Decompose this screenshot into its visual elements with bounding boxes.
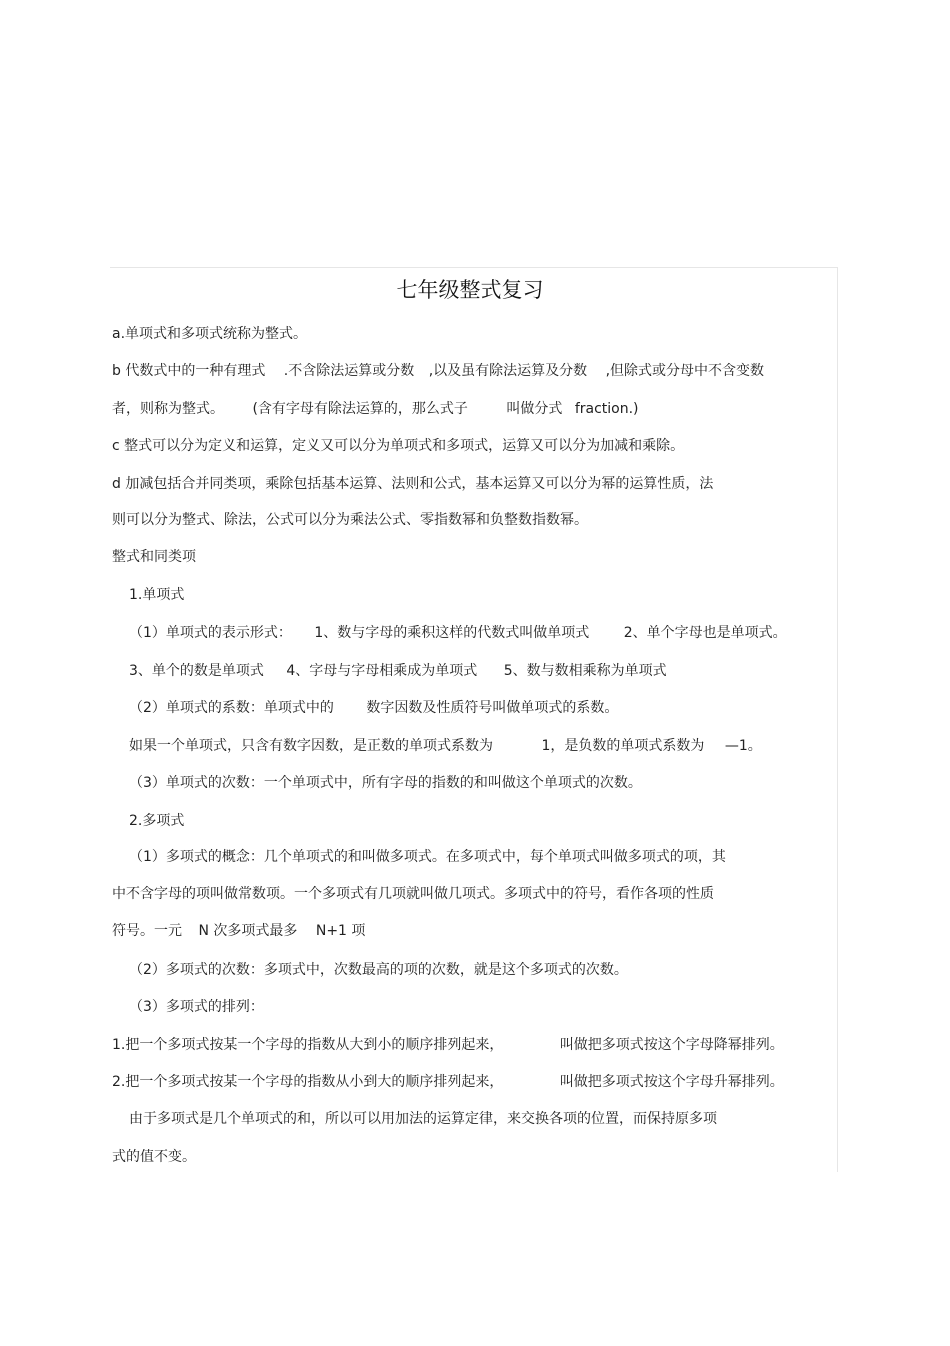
text-segment: 2.把一个多项式按某一个字母的指数从小到大的顺序排列起来， — [112, 1074, 504, 1090]
text-segment: 则可以分为整式、除法，公式可以分为乘法公式、零指数幂和负整数指数幂。 — [112, 512, 588, 528]
paragraph-line-2-3-1 — [112, 1036, 784, 1054]
paragraph-line-2-1a — [129, 848, 726, 866]
frame-right-border — [837, 267, 838, 1172]
text-segment: ,以及虽有除法运算及分数 — [428, 363, 588, 379]
text-segment: 1.把一个多项式按某一个字母的指数从大到小的顺序排列起来， — [112, 1037, 504, 1053]
paragraph-line-1-2b — [129, 737, 762, 755]
text-segment: 3、单个的数是单项式 — [129, 663, 264, 679]
text-segment: (含有字母有除法运算的，那么式子 — [252, 401, 468, 417]
text-segment: 1、数与字母的乘积这样的代数式叫做单项式 — [314, 625, 590, 641]
text-segment: .不含除法运算或分数 — [283, 363, 415, 379]
text-segment: 叫做把多项式按这个字母降幂排列。 — [559, 1037, 784, 1053]
paragraph-line-1-1a — [129, 624, 787, 642]
paragraph-line-b1 — [112, 362, 764, 380]
paragraph-line-3b — [112, 1148, 196, 1166]
text-segment: （1）单项式的表示形式： — [129, 625, 292, 641]
text-segment: 由于多项式是几个单项式的和，所以可以用加法的运算定律，来交换各项的位置，而保持原多项 — [129, 1111, 717, 1127]
text-segment: a.单项式和多项式统称为整式。 — [112, 326, 308, 342]
paragraph-line-d2 — [112, 511, 588, 529]
text-segment: b 代数式中的一种有理式 — [112, 363, 266, 379]
text-segment: （3）多项式的排列： — [129, 999, 264, 1015]
paragraph-line-d1 — [112, 475, 713, 493]
subsection-heading-monomial — [129, 586, 184, 604]
paragraph-line-2-1b — [112, 885, 714, 903]
paragraph-line-3a — [129, 1110, 717, 1128]
text-segment: （3）单项式的次数：一个单项式中，所有字母的指数的和叫做这个单项式的次数。 — [129, 775, 642, 791]
paragraph-line-2-3 — [129, 998, 264, 1016]
text-segment: ,但除式或分母中不含变数 — [605, 363, 765, 379]
text-segment: d 加减包括合并同类项，乘除包括基本运算、法则和公式，基本运算又可以分为幂的运算性质，法 — [112, 476, 714, 492]
text-segment: 4、字母与字母相乘成为单项式 — [286, 663, 478, 679]
text-segment: fraction.) — [574, 401, 639, 417]
paragraph-line-2-1c — [112, 922, 365, 940]
frame-top-border — [110, 267, 837, 268]
paragraph-line-a — [112, 325, 307, 343]
paragraph-line-b2 — [112, 400, 639, 418]
text-segment: 中不含字母的项叫做常数项。一个多项式有几项就叫做几项式。多项式中的符号，看作各项的性质 — [112, 886, 714, 902]
paragraph-line-1-1b — [129, 662, 667, 680]
subsection-heading-polynomial — [129, 812, 184, 830]
text-segment: （2）单项式的系数：单项式中的 — [129, 700, 334, 716]
paragraph-line-2-3-2 — [112, 1073, 784, 1091]
text-segment: 1，是负数的单项式系数为 — [541, 738, 705, 754]
text-segment: 数字因数及性质符号叫做单项式的系数。 — [366, 700, 619, 716]
text-segment: 叫做把多项式按这个字母升幂排列。 — [559, 1074, 784, 1090]
text-segment: 符号。一元 — [112, 923, 182, 939]
text-segment: （1）多项式的概念：几个单项式的和叫做多项式。在多项式中，每个单项式叫做多项式的项，其 — [129, 849, 726, 865]
page-title: 七年级整式复习 — [396, 278, 544, 302]
text-segment: 2、单个字母也是单项式。 — [623, 625, 787, 641]
text-segment: 5、数与数相乘称为单项式 — [503, 663, 667, 679]
text-segment: N 次多项式最多 — [198, 923, 298, 939]
text-segment: 2.多项式 — [129, 813, 185, 829]
paragraph-line-2-2 — [129, 961, 628, 979]
text-segment: 如果一个单项式，只含有数字因数，是正数的单项式系数为 — [129, 738, 493, 754]
paragraph-line-c — [112, 437, 684, 455]
text-segment: 式的值不变。 — [112, 1149, 196, 1165]
text-segment: c 整式可以分为定义和运算，定义又可以分为单项式和多项式，运算又可以分为加减和乘除。 — [112, 438, 685, 454]
paragraph-line-1-2a — [129, 699, 618, 717]
section-heading — [112, 548, 196, 566]
paragraph-line-1-3 — [129, 774, 642, 792]
text-segment: 1.单项式 — [129, 587, 185, 603]
text-segment: 叫做分式 — [506, 401, 563, 417]
text-segment: 者，则称为整式。 — [112, 401, 224, 417]
text-segment: —1。 — [724, 738, 762, 754]
text-segment: N+1 项 — [315, 923, 366, 939]
text-segment: 整式和同类项 — [112, 549, 196, 565]
text-segment: （2）多项式的次数：多项式中，次数最高的项的次数，就是这个多项式的次数。 — [129, 962, 628, 978]
